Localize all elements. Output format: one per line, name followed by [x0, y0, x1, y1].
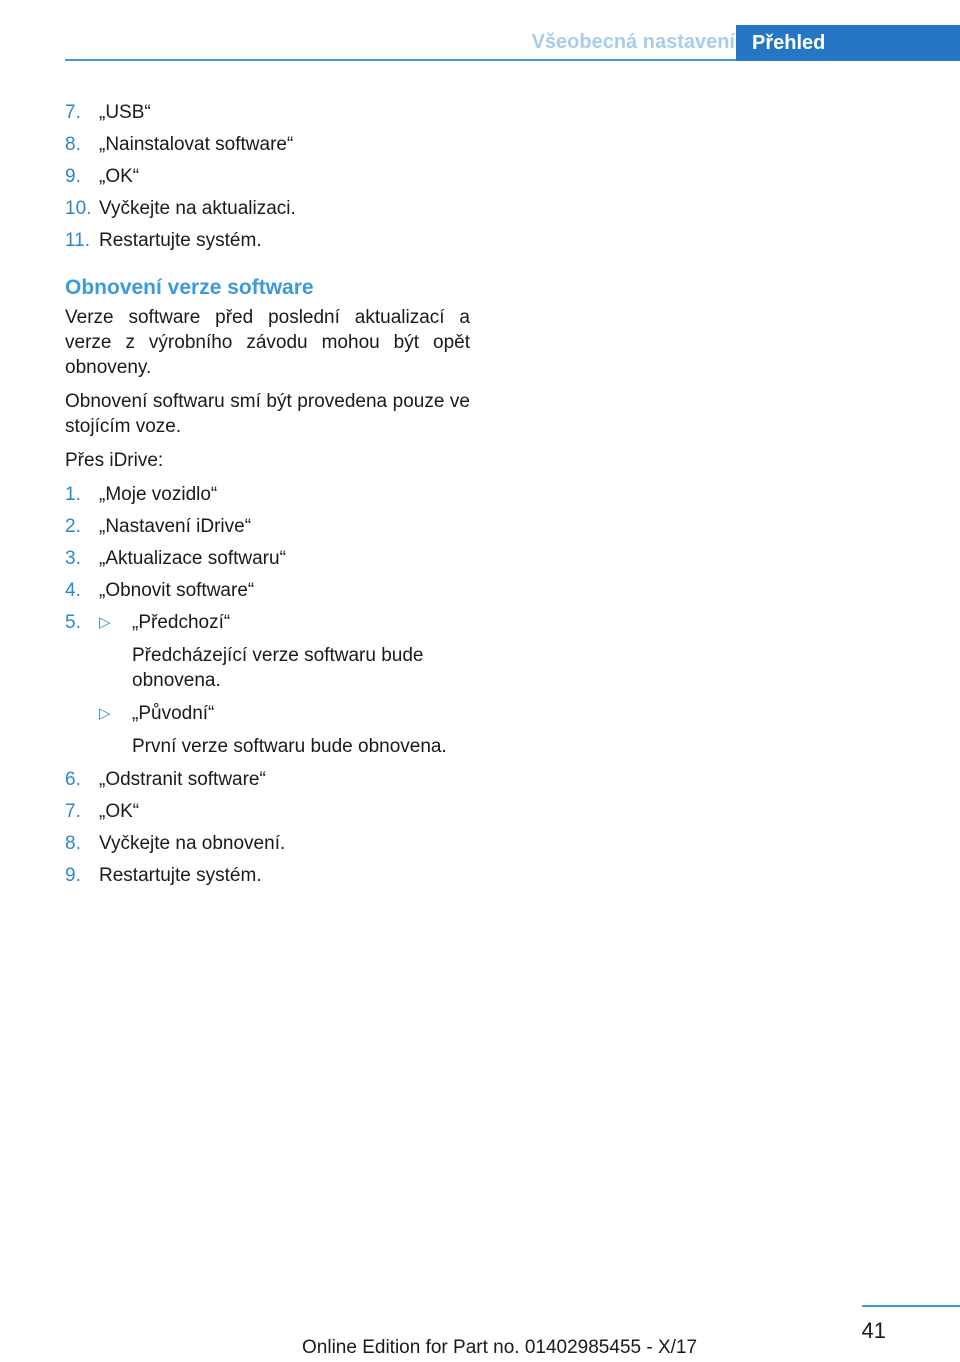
list-item — [65, 164, 470, 189]
option-label: „Původní“ — [132, 703, 215, 724]
update-steps-list — [65, 100, 470, 253]
list-item — [65, 100, 470, 125]
option-description: První verze softwaru bude obnovena. — [132, 736, 447, 757]
triangle-bullet-icon: ▷ — [99, 705, 111, 722]
step-number: 2. — [65, 516, 81, 537]
step-number: 3. — [65, 548, 81, 569]
step-text: Vyčkejte na obnovení. — [99, 833, 286, 854]
header-chapter-tab: Přehled — [736, 25, 960, 61]
step-number: 9. — [65, 865, 81, 886]
step-number: 7. — [65, 102, 81, 123]
list-item — [65, 799, 470, 824]
page-number: 41 — [861, 1318, 886, 1343]
step-number: 5. — [65, 612, 81, 633]
step-number: 9. — [65, 166, 81, 187]
list-item — [65, 610, 470, 759]
paragraph: Obnovení softwaru smí být provedena pouze ve stojícím voze. — [65, 391, 470, 437]
step-text: „Aktualizace softwaru“ — [99, 548, 286, 569]
page-header — [65, 25, 960, 61]
paragraph: Verze software před poslední aktualizací a verze z výrobního závodu mohou být opět obnoveny. — [65, 307, 470, 378]
list-item — [65, 546, 470, 571]
list-item — [65, 196, 470, 221]
step-text: „Nastavení iDrive“ — [99, 516, 252, 537]
step-text: „Moje vozidlo“ — [99, 484, 218, 505]
footer-edition: Online Edition for Part no. 01402985455 - X/17 — [302, 1337, 698, 1358]
triangle-bullet-icon: ▷ — [99, 614, 111, 631]
list-item — [65, 578, 470, 603]
option-item — [99, 610, 470, 693]
paragraph: Přes iDrive: — [65, 450, 164, 471]
step-text: „Odstranit software“ — [99, 769, 266, 790]
list-item — [65, 514, 470, 539]
step-number: 7. — [65, 801, 81, 822]
option-list — [99, 610, 470, 759]
option-label: „Předchozí“ — [132, 612, 231, 633]
option-item — [99, 701, 470, 759]
step-text: „OK“ — [99, 166, 140, 187]
list-item — [65, 228, 470, 253]
step-text: „OK“ — [99, 801, 140, 822]
step-number: 8. — [65, 134, 81, 155]
list-item — [65, 482, 470, 507]
step-text: Restartujte systém. — [99, 865, 262, 886]
option-description: Předcházející verze softwaru bude obnovena. — [132, 645, 424, 691]
step-number: 8. — [65, 833, 81, 854]
section-heading: Obnovení verze software — [65, 276, 314, 299]
step-text: Vyčkejte na aktualizaci. — [99, 198, 296, 219]
step-text: „USB“ — [99, 102, 151, 123]
list-item — [65, 132, 470, 157]
header-section-title: Všeobecná nastavení — [531, 31, 735, 53]
step-number: 10. — [65, 198, 92, 219]
list-item — [65, 767, 470, 792]
step-text: Restartujte systém. — [99, 230, 262, 251]
page-number-rule — [862, 1305, 960, 1307]
step-number: 4. — [65, 580, 81, 601]
list-item — [65, 831, 470, 856]
list-item — [65, 863, 470, 888]
step-number: 1. — [65, 484, 81, 505]
step-text: „Obnovit software“ — [99, 580, 255, 601]
main-content — [65, 100, 470, 895]
step-text: „Nainstalovat software“ — [99, 134, 294, 155]
step-number: 11. — [65, 230, 91, 251]
restore-steps-list — [65, 482, 470, 888]
step-number: 6. — [65, 769, 81, 790]
